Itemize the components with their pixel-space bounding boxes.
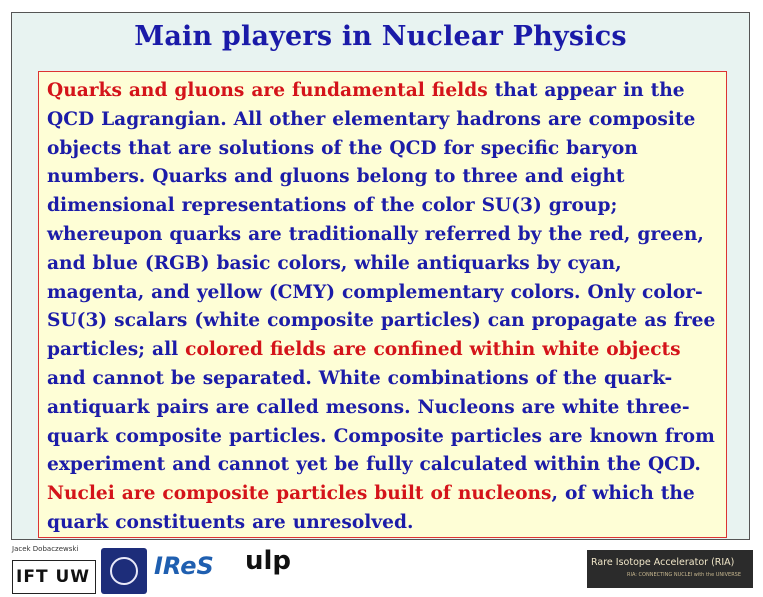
slide-title: Main players in Nuclear Physics xyxy=(134,21,627,52)
ria-logo-text: Rare Isotope Accelerator (RIA) xyxy=(591,557,735,568)
text-box xyxy=(38,71,727,538)
university-seal-logo xyxy=(101,548,147,594)
text-segment-2: that appear in the QCD Lagrangian. All other elementary hadrons are composite objects that are solutions of the QCD for specific baryon numbers. Quarks and gluons belong to three and eight dimensional representations of the color SU(3) group; whereupon quarks are traditionally referred by the red, green, and blue (RGB) basic colors, while antiquarks by cyan, magenta, and yellow (CMY) complementary colors. Only color-SU(3) scalars (white composite particles) can propagate as free particles; all xyxy=(47,80,716,361)
ulp-logo xyxy=(243,548,319,594)
ift-uw-logo-text: IFT UW xyxy=(16,567,91,587)
author-name: Jacek Dobaczewski xyxy=(12,545,79,553)
text-segment-3: colored fields are confined within white objects xyxy=(185,339,681,361)
ulp-logo-text: ulp xyxy=(245,546,292,576)
body-paragraph xyxy=(47,77,718,538)
ires-logo-text: IReS xyxy=(154,552,214,580)
text-segment-6: , of which the quark constituents are unresolved. xyxy=(47,483,695,533)
text-segment-4: and cannot be separated. White combinations of the quark-antiquark pairs are called mesons. Nucleons are white three-quark composite particles. Composite particles are known from experiment and cannot yet be fully calculated within the QCD. xyxy=(47,367,715,476)
text-segment-1: Quarks and gluons are fundamental fields xyxy=(47,80,488,101)
ift-uw-logo xyxy=(12,560,96,594)
ria-logo xyxy=(587,550,753,588)
text-segment-5: Nuclei are composite particles built of nucleons xyxy=(47,483,552,505)
ria-logo-tagline: RIA: CONNECTING NUCLEI with the UNIVERSE xyxy=(627,572,741,578)
slide-panel xyxy=(11,12,750,540)
ires-logo xyxy=(152,550,234,594)
seal-emblem-icon xyxy=(110,557,138,585)
